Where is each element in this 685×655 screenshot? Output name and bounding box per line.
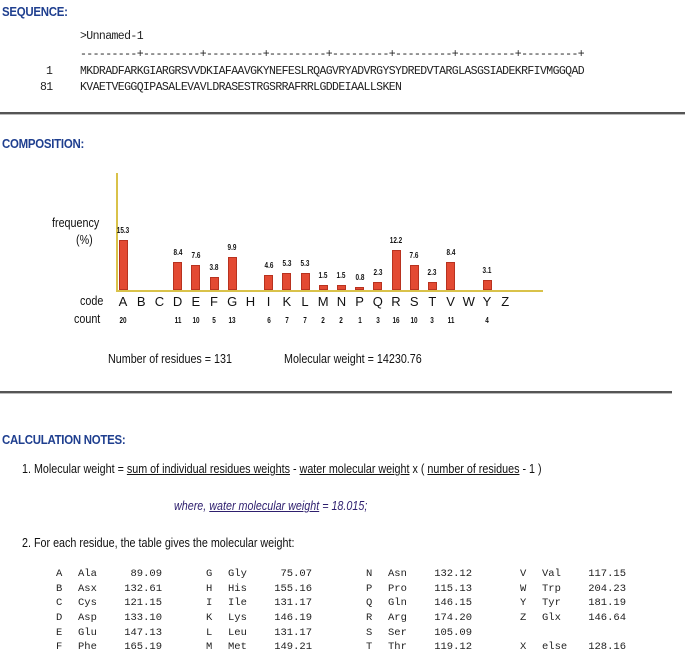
residue-weight: 132.12 bbox=[434, 568, 472, 581]
bar-Q bbox=[373, 282, 382, 290]
term-water-weight: water molecular weight bbox=[299, 462, 410, 476]
residue-abbrev: Tyr bbox=[542, 597, 561, 610]
table-row bbox=[206, 640, 312, 655]
mw-table-column-3 bbox=[366, 567, 472, 655]
residue-abbrev: Asn bbox=[388, 568, 407, 581]
table-row bbox=[206, 611, 312, 626]
value-label-G: 9.9 bbox=[227, 243, 237, 253]
code-label-I: I bbox=[266, 294, 271, 309]
y-axis-label-line1: frequency bbox=[52, 216, 100, 230]
table-row bbox=[520, 625, 626, 640]
residue-abbrev: Val bbox=[542, 568, 561, 581]
table-row bbox=[366, 582, 472, 597]
residue-code: X bbox=[520, 641, 527, 654]
value-label-F: 3.8 bbox=[209, 263, 219, 273]
residue-weight: 89.09 bbox=[130, 568, 162, 581]
code-label-H: H bbox=[245, 294, 256, 309]
table-row bbox=[366, 611, 472, 626]
residue-weight: 146.64 bbox=[588, 612, 626, 625]
table-row bbox=[56, 582, 162, 597]
table-row bbox=[56, 640, 162, 655]
bar-V bbox=[446, 262, 455, 290]
bar-F bbox=[210, 277, 219, 290]
residue-weight: 133.10 bbox=[124, 612, 162, 625]
sequence-name: >Unnamed-1 bbox=[80, 30, 144, 43]
residue-code: Y bbox=[520, 597, 527, 610]
residue-weight: 147.13 bbox=[124, 626, 162, 639]
code-label-Q: Q bbox=[372, 294, 383, 309]
where-value: = 18.015; bbox=[319, 499, 368, 513]
bar-K bbox=[282, 273, 291, 290]
residue-code: E bbox=[56, 626, 63, 639]
residue-abbrev: else bbox=[542, 641, 568, 654]
residue-code: I bbox=[206, 597, 213, 610]
code-label-S: S bbox=[409, 294, 419, 309]
where-prefix: where, bbox=[174, 499, 210, 513]
value-label-D: 8.4 bbox=[173, 248, 183, 258]
table-row bbox=[520, 611, 626, 626]
residue-code: M bbox=[206, 641, 213, 654]
residue-weight: 146.19 bbox=[274, 612, 312, 625]
value-label-Q: 2.3 bbox=[373, 268, 383, 278]
count-label-Q: 3 bbox=[376, 316, 380, 325]
value-label-E: 7.6 bbox=[191, 250, 201, 260]
residue-abbrev: Ser bbox=[388, 626, 407, 639]
residue-abbrev: Glu bbox=[78, 626, 97, 639]
residue-code: G bbox=[206, 568, 213, 581]
residue-weight: 131.17 bbox=[274, 597, 312, 610]
residue-code: F bbox=[56, 641, 63, 654]
code-label-T: T bbox=[428, 294, 437, 309]
sequence-line-2-start: 81 bbox=[40, 81, 53, 94]
table-row bbox=[366, 640, 472, 655]
count-label-G: 13 bbox=[228, 316, 236, 325]
residue-weight: 165.19 bbox=[124, 641, 162, 654]
where-clause bbox=[174, 499, 367, 513]
residue-abbrev: Leu bbox=[228, 626, 247, 639]
table-row bbox=[366, 596, 472, 611]
count-label-N: 2 bbox=[339, 316, 344, 325]
residue-code: K bbox=[206, 612, 213, 625]
table-row bbox=[56, 567, 162, 582]
residue-weight: 155.16 bbox=[274, 582, 312, 595]
bar-T bbox=[428, 282, 437, 290]
sequence-line-1: MKDRADFARKGIARGRSVVDKIAFAAVGKYNEFESLRQAGVRYADVRGYSYDREDVTARGLASGSIADEKRFIVMGGQAD bbox=[80, 65, 585, 78]
residue-code: A bbox=[56, 568, 63, 581]
code-label-Y: Y bbox=[482, 294, 492, 309]
residue-weight: 204.23 bbox=[588, 582, 626, 595]
residue-code: R bbox=[366, 612, 373, 625]
residue-weight bbox=[576, 625, 626, 640]
bar-N bbox=[337, 285, 346, 290]
residue-abbrev: Glx bbox=[542, 612, 561, 625]
count-label-T: 3 bbox=[430, 316, 435, 325]
code-label-N: N bbox=[336, 294, 347, 309]
residue-abbrev: Gln bbox=[388, 597, 407, 610]
value-label-K: 5.3 bbox=[282, 258, 292, 268]
count-label-E: 10 bbox=[192, 316, 200, 325]
residue-abbrev: Cys bbox=[78, 597, 97, 610]
code-label-V: V bbox=[446, 294, 455, 309]
residue-weight: 119.12 bbox=[434, 641, 472, 654]
code-label-M: M bbox=[317, 294, 329, 309]
code-label-P: P bbox=[355, 294, 364, 309]
x-axis bbox=[116, 290, 543, 292]
count-row-label: count bbox=[74, 312, 101, 326]
value-label-A: 15.3 bbox=[116, 225, 130, 235]
residue-abbrev: Met bbox=[228, 641, 247, 654]
residue-code: T bbox=[366, 641, 373, 654]
bar-P bbox=[355, 287, 364, 290]
residue-abbrev: Asp bbox=[78, 612, 97, 625]
residue-code: H bbox=[206, 582, 213, 595]
residue-abbrev: His bbox=[228, 582, 247, 595]
term-sum-weights: sum of individual residues weights bbox=[126, 462, 290, 476]
residue-code bbox=[520, 625, 542, 640]
table-row bbox=[366, 625, 472, 640]
count-label-L: 7 bbox=[303, 316, 307, 325]
residue-abbrev: Pro bbox=[388, 582, 407, 595]
residue-abbrev bbox=[542, 625, 576, 640]
composition-heading: COMPOSITION: bbox=[2, 136, 85, 151]
table-row bbox=[520, 582, 626, 597]
bar-E bbox=[191, 265, 200, 290]
table-row bbox=[206, 567, 312, 582]
table-row bbox=[520, 567, 626, 582]
code-row-label: code bbox=[80, 294, 104, 308]
count-label-R: 16 bbox=[392, 316, 400, 325]
residue-code: C bbox=[56, 597, 63, 610]
residue-weight: 149.21 bbox=[274, 641, 312, 654]
where-term: water molecular weight bbox=[209, 499, 320, 513]
bar-S bbox=[410, 265, 419, 290]
residue-abbrev: Ala bbox=[78, 568, 97, 581]
count-label-D: 11 bbox=[174, 316, 181, 325]
residue-code: L bbox=[206, 626, 213, 639]
residue-abbrev: Gly bbox=[228, 568, 247, 581]
bar-Y bbox=[483, 280, 492, 290]
note-1-prefix: 1. Molecular weight = bbox=[22, 462, 127, 476]
table-row bbox=[56, 596, 162, 611]
residue-abbrev: Arg bbox=[388, 612, 407, 625]
residue-abbrev: Thr bbox=[388, 641, 407, 654]
table-row bbox=[56, 625, 162, 640]
count-label-P: 1 bbox=[357, 316, 362, 325]
residue-code: V bbox=[520, 568, 527, 581]
residue-code: W bbox=[520, 582, 527, 595]
bar-M bbox=[319, 285, 328, 290]
residue-weight: 146.15 bbox=[434, 597, 472, 610]
value-label-I: 4.6 bbox=[264, 260, 274, 270]
residue-code: S bbox=[366, 626, 373, 639]
code-label-K: K bbox=[282, 294, 292, 309]
count-label-M: 2 bbox=[321, 316, 325, 325]
code-label-A: A bbox=[118, 294, 128, 309]
residue-abbrev: Phe bbox=[78, 641, 97, 654]
residue-code: N bbox=[366, 568, 373, 581]
code-label-E: E bbox=[191, 294, 201, 309]
value-label-Y: 3.1 bbox=[482, 265, 492, 275]
bar-R bbox=[392, 250, 401, 290]
residue-code: B bbox=[56, 582, 63, 595]
code-label-Z: Z bbox=[501, 294, 510, 309]
value-label-L: 5.3 bbox=[300, 258, 310, 268]
count-label-A: 20 bbox=[119, 316, 127, 325]
code-label-W: W bbox=[462, 294, 475, 309]
calculation-notes-heading: CALCULATION NOTES: bbox=[2, 432, 126, 447]
note-1-suffix: - 1 ) bbox=[519, 462, 542, 476]
residue-weight: 132.61 bbox=[124, 582, 162, 595]
residue-weight: 131.17 bbox=[274, 626, 312, 639]
table-row bbox=[56, 611, 162, 626]
table-row bbox=[206, 596, 312, 611]
bar-G bbox=[228, 257, 237, 290]
residue-weight: 115.13 bbox=[434, 582, 472, 595]
note-1 bbox=[22, 462, 542, 476]
molecular-weight: Molecular weight = 14230.76 bbox=[284, 352, 422, 366]
code-label-B: B bbox=[136, 294, 146, 309]
mw-table-column-4 bbox=[520, 567, 626, 655]
value-label-R: 12.2 bbox=[389, 235, 403, 245]
minus-sign: - bbox=[289, 462, 300, 476]
residue-abbrev: Asx bbox=[78, 582, 97, 595]
mw-table-column-2 bbox=[206, 567, 312, 655]
term-number-residues: number of residues bbox=[427, 462, 520, 476]
value-label-P: 0.8 bbox=[355, 273, 365, 283]
number-of-residues: Number of residues = 131 bbox=[108, 352, 233, 366]
sequence-line-2: KVAETVEGGQIPASALEVAVLDRASESTRGSRRAFRRLGDDEIAALLSKEN bbox=[80, 81, 402, 94]
value-label-N: 1.5 bbox=[336, 271, 346, 281]
code-label-R: R bbox=[391, 294, 401, 309]
count-label-I: 6 bbox=[266, 316, 271, 325]
residue-weight: 75.07 bbox=[280, 568, 312, 581]
value-label-M: 1.5 bbox=[318, 271, 328, 281]
mw-table-column-1 bbox=[56, 567, 162, 655]
residue-abbrev: Ile bbox=[228, 597, 247, 610]
code-label-G: G bbox=[227, 294, 238, 309]
table-row bbox=[206, 625, 312, 640]
code-label-L: L bbox=[301, 294, 309, 309]
times-sign: x ( bbox=[409, 462, 428, 476]
table-row bbox=[520, 640, 626, 655]
residue-weight: 181.19 bbox=[588, 597, 626, 610]
residue-abbrev: Trp bbox=[542, 582, 561, 595]
section-divider bbox=[0, 391, 672, 394]
bar-L bbox=[301, 273, 310, 290]
y-axis-label-line2: (%) bbox=[76, 233, 93, 247]
table-row bbox=[520, 596, 626, 611]
count-label-V: 11 bbox=[447, 316, 454, 325]
count-label-S: 10 bbox=[410, 316, 418, 325]
code-label-F: F bbox=[210, 294, 218, 309]
code-label-C: C bbox=[154, 294, 165, 309]
residue-code: D bbox=[56, 612, 63, 625]
sequence-ruler: ---------+---------+---------+---------+---------+---------+---------+---------+ bbox=[80, 48, 585, 61]
code-label-D: D bbox=[172, 294, 183, 309]
count-label-F: 5 bbox=[212, 316, 216, 325]
count-label-Y: 4 bbox=[485, 316, 489, 325]
residue-code: P bbox=[366, 582, 373, 595]
value-label-V: 8.4 bbox=[446, 248, 456, 258]
residue-weight: 105.09 bbox=[434, 626, 472, 639]
residue-code: Z bbox=[520, 612, 527, 625]
sequence-heading: SEQUENCE: bbox=[2, 4, 68, 19]
value-label-S: 7.6 bbox=[409, 250, 419, 260]
residue-weight: 128.16 bbox=[588, 641, 626, 654]
sequence-line-1-start: 1 bbox=[46, 65, 53, 78]
table-row bbox=[206, 582, 312, 597]
residue-abbrev: Lys bbox=[228, 612, 247, 625]
residue-code: Q bbox=[366, 597, 373, 610]
bar-A bbox=[119, 240, 128, 290]
bar-D bbox=[173, 262, 182, 290]
value-label-T: 2.3 bbox=[427, 268, 437, 278]
residue-weight: 117.15 bbox=[588, 568, 626, 581]
residue-weight: 121.15 bbox=[124, 597, 162, 610]
note-2: 2. For each residue, the table gives the molecular weight: bbox=[22, 536, 295, 550]
bar-I bbox=[264, 275, 273, 290]
residue-weight: 174.20 bbox=[434, 612, 472, 625]
count-label-K: 7 bbox=[285, 316, 289, 325]
table-row bbox=[366, 567, 472, 582]
